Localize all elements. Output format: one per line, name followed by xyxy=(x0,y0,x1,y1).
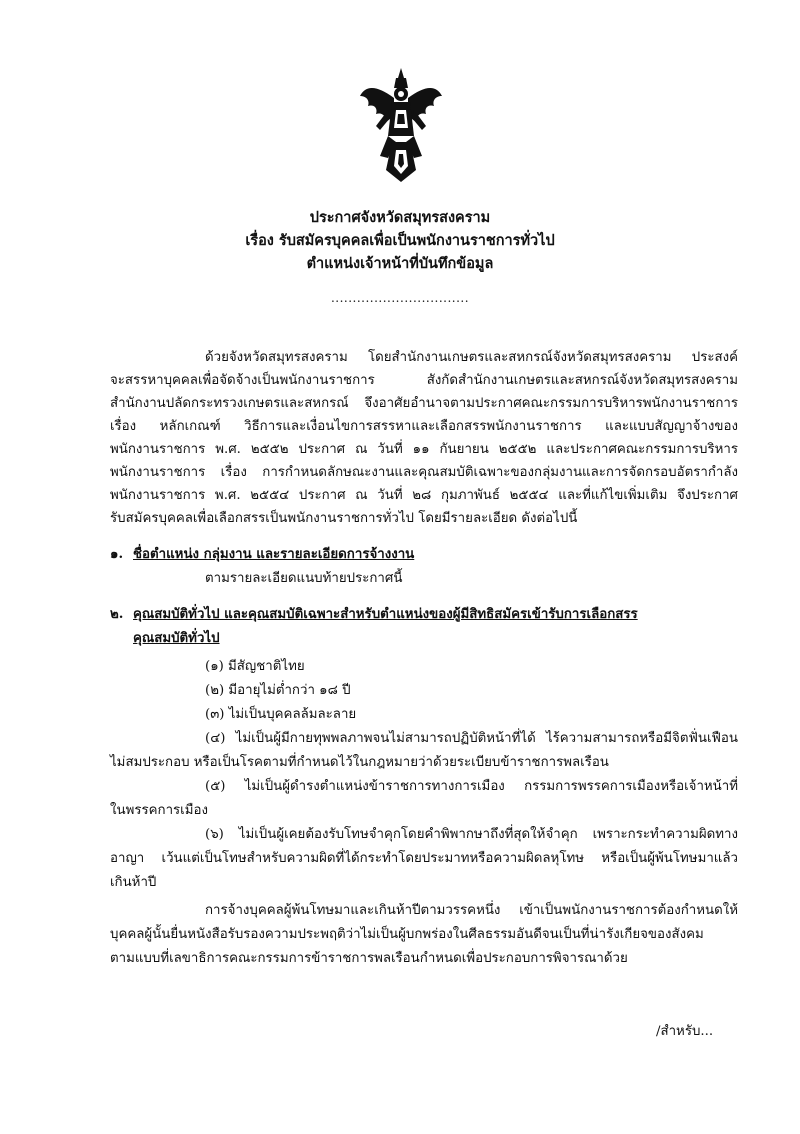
note-line-2: บุคคลผู้นั้นยื่นหนังสือรับรองความประพฤติว่าไม่เป็นผู้บกพร่องในศีลธรรมอันดีจนเป็นที่น่ารังเกียจของสังคม xyxy=(110,927,704,942)
garuda-emblem xyxy=(358,66,444,184)
qualification-item-6-line-3: เกินห้าปี xyxy=(110,875,157,890)
announcement-position: ตำแหน่งเจ้าหน้าที่บันทึกข้อมูล xyxy=(306,255,494,272)
separator-dots: ................................ xyxy=(330,291,470,305)
qualification-item-6-line-2: อาญา เว้นแต่เป็นโทษสำหรับความผิดที่ได้กระทำโดยประมาทหรือความผิดลหุโทษ หรือเป็นผู้พ้นโทษมาแล้ว xyxy=(110,851,738,866)
announcement-subject: เรื่อง รับสมัครบุคคลเพื่อเป็นพนักงานราชการทั่วไป xyxy=(245,232,555,249)
section1-number: ๑. xyxy=(110,547,124,562)
intro-line-3: สำนักงานปลัดกระทรวงเกษตรและสหกรณ์ จึงอาศัยอำนาจตามประกาศคณะกรรมการบริหารพนักงานราชการ xyxy=(110,396,738,411)
note-line-1: การจ้างบุคคลผู้พ้นโทษมาและเกินห้าปีตามวรรคหนึ่ง เข้าเป็นพนักงานราชการต้องกำหนดให้ xyxy=(205,903,738,918)
qualification-item-5-line-2: ในพรรคการเมือง xyxy=(110,803,208,818)
section1-heading: ชื่อตำแหน่ง กลุ่มงาน และรายละเอียดการจ้างงาน xyxy=(133,547,415,562)
qualification-item-6-line-1: (๖) ไม่เป็นผู้เคยต้องรับโทษจำคุกโดยคำพิพากษาถึงที่สุดให้จำคุก เพราะกระทำความผิดทาง xyxy=(205,827,738,842)
note-line-3: ตามแบบที่เลขาธิการคณะกรรมการข้าราชการพลเรือนกำหนดเพื่อประกอบการพิจารณาด้วย xyxy=(110,951,628,966)
intro-line-2: จะสรรหาบุคคลเพื่อจัดจ้างเป็นพนักงานราชการ สังกัดสำนักงานเกษตรและสหกรณ์จังหวัดสมุทรสงคราม xyxy=(110,373,738,388)
announcement-title: ประกาศจังหวัดสมุทรสงคราม xyxy=(309,209,491,226)
qualification-item-1: (๑) มีสัญชาติไทย xyxy=(205,659,305,674)
section2-number: ๒. xyxy=(110,607,124,622)
section2-heading: คุณสมบัติทั่วไป และคุณสมบัติเฉพาะสำหรับตำแหน่งของผู้มีสิทธิสมัครเข้ารับการเลือกสรร xyxy=(133,607,638,622)
section2-subheading: คุณสมบัติทั่วไป xyxy=(133,631,220,646)
qualification-item-5-line-1: (๕) ไม่เป็นผู้ดำรงตำแหน่งข้าราชการทางการเมือง กรรมการพรรคการเมืองหรือเจ้าหน้าที่ xyxy=(205,779,738,794)
qualification-item-2: (๒) มีอายุไม่ต่ำกว่า ๑๘ ปี xyxy=(205,683,351,698)
continued-marker: /สำหรับ... xyxy=(656,1024,714,1039)
qualification-item-3: (๓) ไม่เป็นบุคคลล้มละลาย xyxy=(205,707,357,722)
intro-line-8: รับสมัครบุคคลเพื่อเลือกสรรเป็นพนักงานราชการทั่วไป โดยมีรายละเอียด ดังต่อไปนี้ xyxy=(110,511,578,526)
qualification-item-4-line-2: ไม่สมประกอบ หรือเป็นโรคตามที่กำหนดไว้ในกฎหมายว่าด้วยระเบียบข้าราชการพลเรือน xyxy=(110,755,609,770)
intro-line-7: พนักงานราชการ พ.ศ. ๒๕๕๔ ประกาศ ณ วันที่ ๒๘ กุมภาพันธ์ ๒๕๕๔ และที่แก้ไขเพิ่มเติม จึงประกาศ xyxy=(110,488,738,503)
intro-line-4: เรื่อง หลักเกณฑ์ วิธีการและเงื่อนไขการสรรหาและเลือกสรรพนักงานราชการ และแบบสัญญาจ้างของ xyxy=(110,419,738,434)
qualification-item-4-line-1: (๔) ไม่เป็นผู้มีกายทุพพลภาพจนไม่สามารถปฏิบัติหน้าที่ได้ ไร้ความสามารถหรือมีจิตฟั่นเฟือน xyxy=(205,731,738,746)
intro-line-5: พนักงานราชการ พ.ศ. ๒๕๕๒ ประกาศ ณ วันที่ ๑๑ กันยายน ๒๕๕๒ และประกาศคณะกรรมการบริหาร xyxy=(110,442,738,457)
intro-line-6: พนักงานราชการ เรื่อง การกำหนดลักษณะงานและคุณสมบัติเฉพาะของกลุ่มงานและการจัดกรอบอัตรากำลัง xyxy=(110,465,738,480)
section1-text: ตามรายละเอียดแนบท้ายประกาศนี้ xyxy=(205,571,403,586)
intro-line-1: ด้วยจังหวัดสมุทรสงคราม โดยสำนักงานเกษตรและสหกรณ์จังหวัดสมุทรสงคราม ประสงค์ xyxy=(205,350,738,365)
